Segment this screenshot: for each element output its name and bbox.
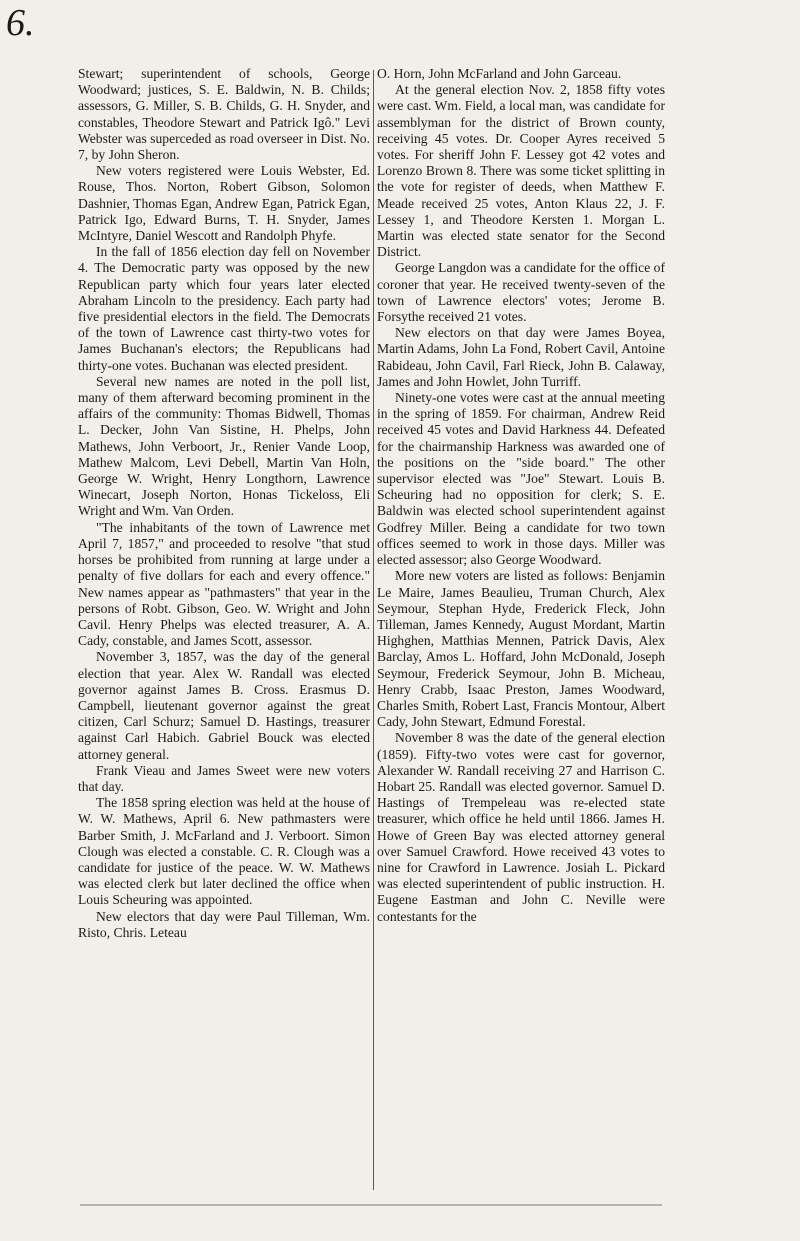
paragraph: New electors that day were Paul Tilleman, Wm. Risto, Chris. Leteau xyxy=(78,908,370,940)
page-number: 6. xyxy=(6,2,35,44)
paragraph: In the fall of 1856 election day fell on November 4. The Democratic party was opposed by the new Republican party which four years later elected Abraham Lincoln to the presidency. Each party had five presidential electors in the field. The Democrats of the town of Lawrence cast thirty-two votes for James Buchanan's electors; the Republicans had thirty-one votes. Buchanan was elected president. xyxy=(78,244,370,373)
left-column xyxy=(78,66,370,941)
paragraph: Ninety-one votes were cast at the annual meeting in the spring of 1859. For chairman, Andrew Reid received 45 votes and David Harkness 44. Defeated for the chairmanship Harkness was awarded one of the positions on the "side board." The other supervisor elected was "Joe" Stewart. Louis B. Scheuring had no opposition for clerk; S. E. Baldwin was elected school superintendent against Godfrey Miller. Being a candidate for two town offices seemed to work in those days. Miller was elected assessor; also George Woodward. xyxy=(377,390,665,568)
paragraph: New voters registered were Louis Webster, Ed. Rouse, Thos. Norton, Robert Gibson, Solomon Dashnier, Thomas Egan, Andrew Egan, Patrick Egan, Patrick Igo, Edward Burns, T. H. Snyder, James McIntyre, Daniel Wescott and Randolph Phyfe. xyxy=(78,163,370,244)
paragraph: "The inhabitants of the town of Lawrence met April 7, 1857," and proceeded to resolve "that stud horses be prohibited from running at large under a penalty of five dollars for each and every offence." New names appear as "pathmasters" that year in the persons of Robt. Gibson, Geo. W. Wright and John Cavil. Henry Phelps was elected treasurer, A. A. Cady, constable, and James Scott, assessor. xyxy=(78,519,370,649)
paragraph: November 3, 1857, was the day of the general election that year. Alex W. Randall was elected governor against James B. Cross. Erasmus D. Campbell, lieutenant governor against the great citizen, Carl Schurz; Samuel D. Hastings, treasurer against Carl Habich. Gabriel Bouck was elected attorney general. xyxy=(78,649,370,762)
paragraph: November 8 was the date of the general election (1859). Fifty-two votes were cast for governor, Alexander W. Randall receiving 27 and Harrison C. Hobart 25. Randall was elected governor. Samuel D. Hastings of Trempeleau was re-elected state treasurer, which office he held until 1866. James H. Howe of Green Bay was elected attorney general over Samuel Crawford. Howe received 43 votes to nine for Crawford in Lawrence. Josiah L. Pickard was elected superintendent of public instruction. H. Eugene Eastman and John C. Neville were contestants for the xyxy=(377,730,665,924)
paragraph: Several new names are noted in the poll list, many of them afterward becoming prominent in the affairs of the community: Thomas Bidwell, Thomas L. Decker, John Van Sistine, H. Phelps, John Mathews, John Verboort, Jr., Renier Vande Loop, Mathew Malcom, Levi Debell, Martin Van Holn, George W. Wright, Henry Longthorn, Lawrence Winecart, Joseph Norton, Honas Tickeloss, Eli Wright and Wm. Van Orden. xyxy=(78,373,370,519)
paragraph: At the general election Nov. 2, 1858 fifty votes were cast. Wm. Field, a local man, was candidate for assemblyman for the district of Brown county, receiving 45 votes. Dr. Cooper Ayres received 5 votes. For sheriff John F. Lessey got 42 votes and Lorenzo Brown 8. There was some ticket splitting in the vote for register of deeds, when Matthew F. Meade received 25 votes, Anton Klaus 22, J. F. Lessey 1, and Theodore Kersten 1. Morgan L. Martin was elected state senator for the Second District. xyxy=(377,82,665,260)
paragraph: Stewart; superintendent of schools, George Woodward; justices, S. E. Baldwin, N. B. Childs; assessors, G. Miller, S. B. Childs, G. H. Snyder, and constables, Theodore Stewart and Patrick Igô." Levi Webster was superceded as road overseer in Dist. No. 7, by John Sheron. xyxy=(78,66,370,163)
paragraph: O. Horn, John McFarland and John Garceau. xyxy=(377,66,622,81)
page-edge-shadow xyxy=(80,1204,662,1206)
paragraph: More new voters are listed as follows: Benjamin Le Maire, James Beaulieu, Truman Church, Alex Seymour, Stephan Hyde, Frederick Fleck, John Tilleman, James Kennedy, August Mordant, Martin Highghen, Matthias Mennen, Patrick Davis, Alex Barclay, Amos L. Hoffard, John McDonald, Joseph Seymour, Frederick Seymour, John B. Micheau, Henry Crabb, Isaac Preston, James Woodward, Charles Smith, Robert Last, Francis Montour, Albert Cady, John Stewart, Edmund Forestal. xyxy=(377,568,665,730)
paragraph: The 1858 spring election was held at the house of W. W. Mathews, April 6. New pathmasters were Barber Smith, J. McFarland and J. Verboort. Simon Clough was elected a constable. C. R. Clough was a candidate for justice of the peace. W. W. Mathews was elected clerk but later declined the office when Louis Scheuring was appointed. xyxy=(78,795,370,908)
right-column xyxy=(377,66,665,925)
column-divider xyxy=(373,70,374,1190)
paragraph: Frank Vieau and James Sweet were new voters that day. xyxy=(78,762,370,794)
paragraph: George Langdon was a candidate for the office of coroner that year. He received twenty-seven of the town of Lawrence electors' votes; Jerome B. Forsythe received 21 votes. xyxy=(377,260,665,325)
paragraph: New electors on that day were James Boyea, Martin Adams, John La Fond, Robert Cavil, Antoine Rabideau, John Cavil, Farl Rieck, John B. Calaway, James and John Howlet, John Turriff. xyxy=(377,325,665,389)
